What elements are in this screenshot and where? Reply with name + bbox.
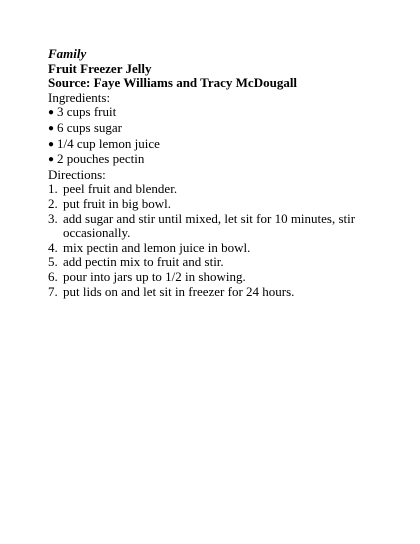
step-text: pour into jars up to 1/2 in showing. <box>63 268 246 284</box>
ingredient-text: 1/4 cup lemon juice <box>57 135 160 151</box>
step-number: 2. <box>48 195 58 211</box>
step-number: 5. <box>48 254 58 270</box>
ingredient-item <box>48 105 388 121</box>
step-text: add pectin mix to fruit and stir. <box>63 254 224 270</box>
step-text: mix pectin and lemon juice in bowl. <box>63 239 251 255</box>
direction-step <box>48 241 388 256</box>
recipe-page <box>48 47 388 299</box>
step-number: 1. <box>48 181 58 197</box>
ingredient-text: 6 cups sugar <box>57 119 122 135</box>
ingredients-list <box>48 105 388 167</box>
step-number: 7. <box>48 283 58 299</box>
step-text: add sugar and stir until mixed, let sit for 10 minutes, stir occasionally. <box>63 210 356 241</box>
bullet-icon: ● <box>48 138 55 150</box>
step-text: put fruit in big bowl. <box>63 195 171 211</box>
recipe-category: Family <box>48 46 87 61</box>
bullet-icon: ● <box>48 107 55 119</box>
step-number: 6. <box>48 268 58 284</box>
step-number: 4. <box>48 239 58 255</box>
ingredient-text: 3 cups fruit <box>57 104 117 120</box>
direction-step <box>48 212 388 241</box>
step-number: 3. <box>48 210 58 226</box>
ingredient-item <box>48 121 388 137</box>
ingredients-heading: Ingredients: <box>48 89 111 105</box>
bullet-icon: ● <box>48 154 55 166</box>
step-text: peel fruit and blender. <box>63 181 178 197</box>
direction-step <box>48 197 388 212</box>
ingredient-item <box>48 152 388 168</box>
recipe-source: Source: Faye Williams and Tracy McDougall <box>48 75 298 91</box>
direction-step <box>48 182 388 197</box>
step-text: put lids on and let sit in freezer for 24 hours. <box>63 283 295 299</box>
ingredient-item <box>48 137 388 153</box>
ingredient-text: 2 pouches pectin <box>57 151 145 167</box>
bullet-icon: ● <box>48 122 55 134</box>
directions-list <box>48 182 388 299</box>
direction-step <box>48 270 388 285</box>
recipe-title: Fruit Freezer Jelly <box>48 60 152 76</box>
direction-step <box>48 285 388 300</box>
directions-heading: Directions: <box>48 166 106 182</box>
direction-step <box>48 255 388 270</box>
